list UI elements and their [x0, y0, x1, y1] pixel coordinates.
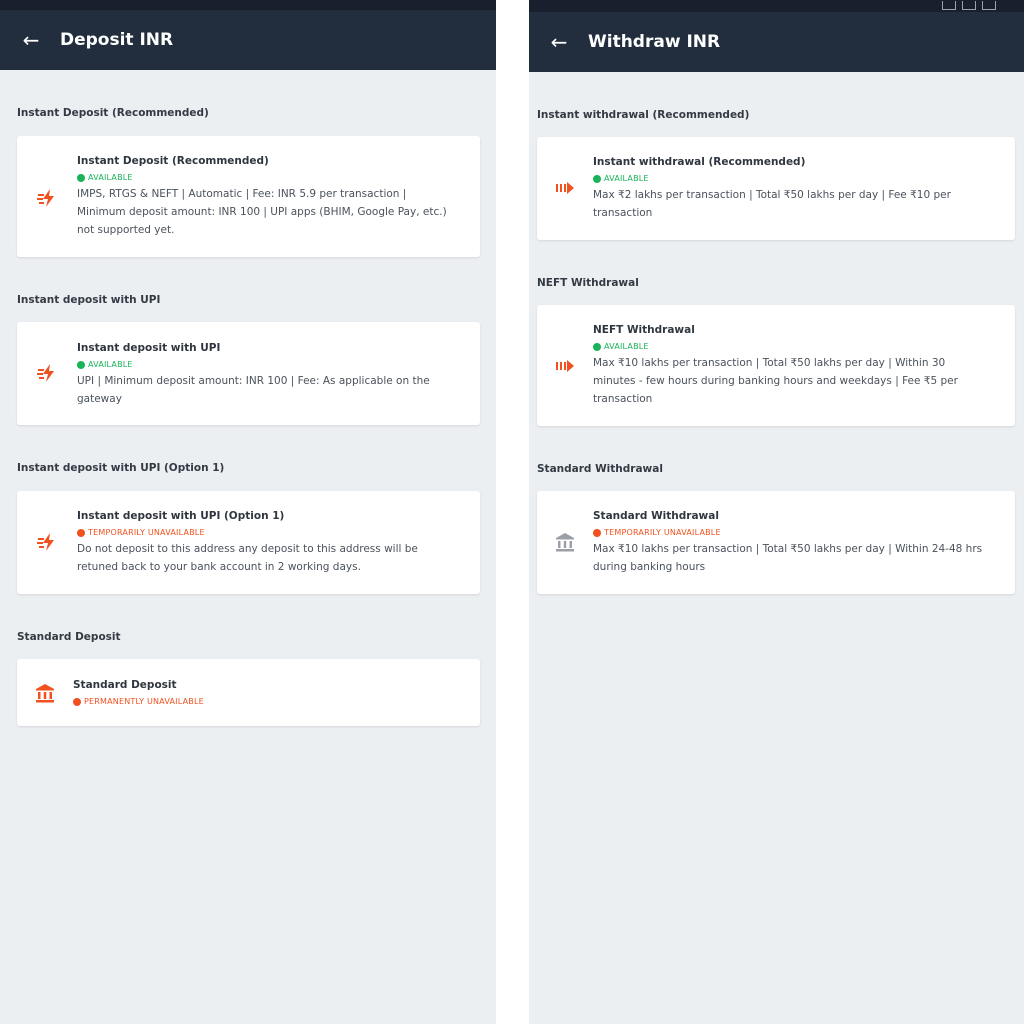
lightning-icon: [37, 531, 59, 553]
status-badge: [593, 174, 649, 183]
section-heading: Instant Deposit (Recommended): [17, 107, 209, 119]
withdraw-option-card[interactable]: [537, 305, 1015, 426]
status-badge: [593, 342, 649, 351]
status-dot: [73, 698, 81, 706]
option-title: Standard Deposit: [73, 679, 177, 691]
option-title: Instant deposit with UPI: [77, 342, 221, 354]
status-badge: [77, 173, 133, 182]
deposit-option-card[interactable]: [17, 491, 480, 594]
option-title: Instant deposit with UPI (Option 1): [77, 510, 285, 522]
section-heading: Standard Deposit: [17, 631, 121, 643]
option-description: IMPS, RTGS & NEFT | Automatic | Fee: INR 5.9 per transaction | Minimum deposit amount: INR 100 | UPI apps (BHIM, Google Pay, etc.) not supported yet.: [77, 188, 447, 236]
status-dot: [593, 343, 601, 351]
option-description: Max ₹2 lakhs per transaction | Total ₹50 lakhs per day | Fee ₹10 per transaction: [593, 189, 951, 219]
withdraw-screen: [529, 0, 1024, 1024]
section-heading: NEFT Withdrawal: [537, 277, 639, 289]
page-title: Deposit INR: [60, 30, 174, 50]
option-title: Instant Deposit (Recommended): [77, 155, 269, 167]
status-dot: [77, 174, 85, 182]
status-bar: [529, 0, 1024, 12]
page-title: Withdraw INR: [588, 32, 721, 52]
option-title: Instant withdrawal (Recommended): [593, 156, 806, 168]
status-dot: [593, 529, 601, 537]
section-heading: Standard Withdrawal: [537, 463, 663, 475]
bank-icon: [554, 531, 576, 553]
option-description: Do not deposit to this address any deposit to this address will be retuned back to your bank account in 2 working days.: [77, 543, 418, 573]
option-description: Max ₹10 lakhs per transaction | Total ₹50 lakhs per day | Within 24-48 hrs during banking hours: [593, 543, 983, 573]
back-arrow-icon[interactable]: ←: [22, 28, 40, 52]
status-text: TEMPORARILY UNAVAILABLE: [88, 528, 205, 537]
fast-forward-icon: [554, 355, 576, 377]
deposit-option-card[interactable]: [17, 322, 480, 425]
status-text: PERMANENTLY UNAVAILABLE: [84, 697, 204, 706]
deposit-header: [0, 10, 496, 70]
status-badge: [77, 528, 205, 537]
option-title: NEFT Withdrawal: [593, 324, 695, 336]
deposit-screen: [0, 0, 496, 1024]
status-text: AVAILABLE: [88, 360, 133, 369]
status-text: AVAILABLE: [88, 173, 133, 182]
withdraw-option-card[interactable]: [537, 491, 1015, 594]
status-dot: [77, 529, 85, 537]
section-heading: Instant deposit with UPI: [17, 294, 161, 306]
option-title: Standard Withdrawal: [593, 510, 719, 522]
deposit-option-card[interactable]: [17, 659, 480, 726]
status-badge: [73, 697, 204, 706]
option-description: UPI | Minimum deposit amount: INR 100 | Fee: As applicable on the gateway: [77, 375, 430, 405]
status-bar: [0, 0, 496, 10]
withdraw-option-card[interactable]: [537, 137, 1015, 240]
section-heading: Instant deposit with UPI (Option 1): [17, 462, 225, 474]
deposit-option-card[interactable]: [17, 136, 480, 257]
bank-icon: [34, 682, 56, 704]
status-dot: [77, 361, 85, 369]
fast-forward-icon: [554, 177, 576, 199]
status-text: AVAILABLE: [604, 174, 649, 183]
option-description: Max ₹10 lakhs per transaction | Total ₹50 lakhs per day | Within 30 minutes - few hours during banking hours and weekdays | Fee ₹5 per transaction: [593, 357, 958, 405]
status-icons: [942, 1, 996, 10]
status-text: TEMPORARILY UNAVAILABLE: [604, 528, 721, 537]
lightning-icon: [37, 187, 59, 209]
status-dot: [593, 175, 601, 183]
status-badge: [77, 360, 133, 369]
status-badge: [593, 528, 721, 537]
back-arrow-icon[interactable]: ←: [550, 30, 568, 54]
lightning-icon: [37, 362, 59, 384]
section-heading: Instant withdrawal (Recommended): [537, 109, 750, 121]
withdraw-header: [529, 12, 1024, 72]
status-text: AVAILABLE: [604, 342, 649, 351]
